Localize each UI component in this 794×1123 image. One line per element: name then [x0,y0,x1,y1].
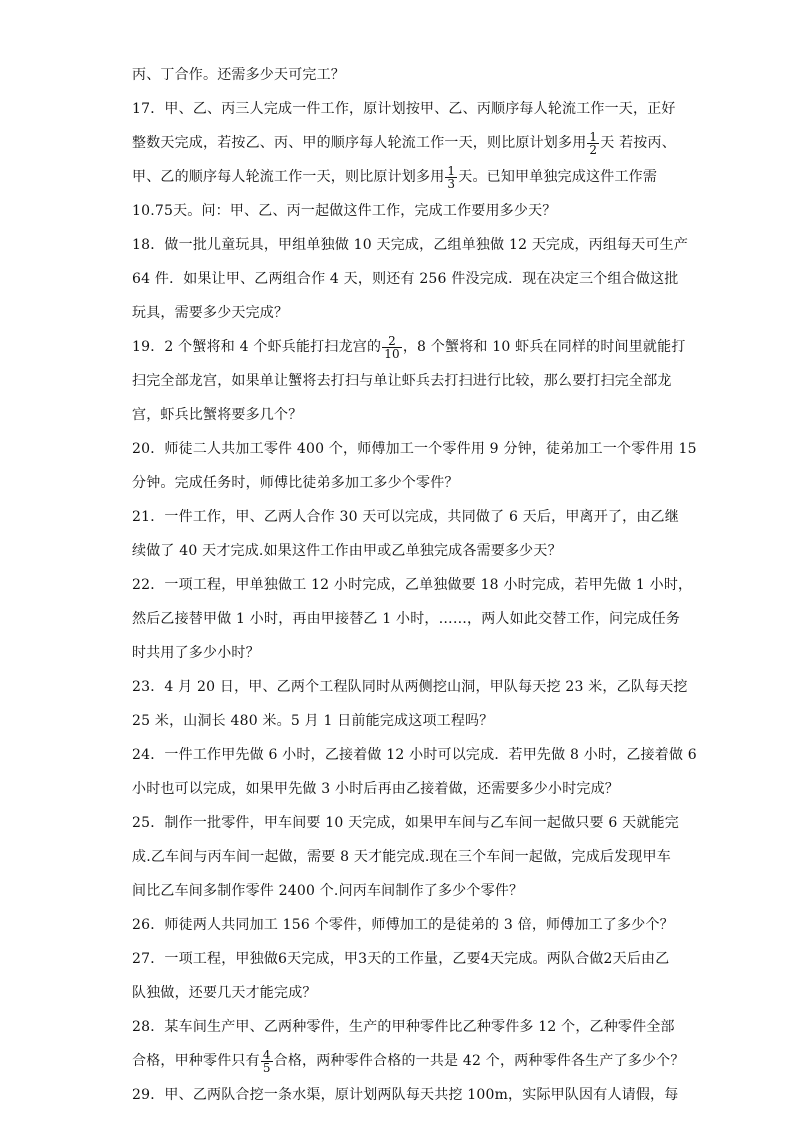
text-line [132,908,674,942]
text-line [132,636,662,670]
text-line [132,92,676,126]
text-segment: 21．一件工作，甲、乙两人合作 30 天可以完成，共同做了 6 天后，甲离开了，由乙继 [132,509,679,525]
text-line [132,194,662,228]
text-segment: 扫完全部龙宫，如果单让蟹将去打扫与单让虾兵去打扫进行比较，那么要打扫完全部龙 [132,373,672,389]
fraction [587,131,599,156]
fraction-numerator: 2 [388,333,396,348]
text-segment: 25．制作一批零件，甲车间要 10 天完成，如果甲车间与乙车间一起做只要 6 天就能完 [132,815,679,831]
text-line [132,1010,675,1044]
text-line [132,398,662,432]
text-line [132,500,679,534]
text-line [132,160,662,194]
text-segment: 19．2 个蟹将和 4 个虾兵能打扫龙宫的 [132,339,382,355]
text-segment: 26．师徒两人共同加工 156 个零件，师傅加工的是徒弟的 3 倍，师傅加工了多少个？ [132,917,674,933]
text-line [132,330,686,364]
text-segment: 间比乙车间多制作零件 2400 个.问丙车间制作了多少个零件？ [132,883,524,899]
text-segment: 甲、乙的顺序每人轮流工作一天，则比原计划多用 [132,169,445,185]
text-segment: 24．一件工作甲先做 6 小时，乙接着做 12 小时可以完成．若甲先做 8 小时，乙接着做 6 [132,747,697,763]
text-line [132,806,679,840]
text-line [132,466,662,500]
text-segment: 小时也可以完成，如果甲先做 3 小时后再由乙接着做，还需要多少小时完成？ [132,781,620,797]
fraction-denominator: 3 [447,176,456,191]
text-line [132,364,672,398]
text-segment: 17．甲、乙、丙三人完成一件工作，原计划按甲、乙、丙顺序每人轮流工作一天，正好 [132,101,676,117]
text-segment: 宫，虾兵比蟹将要多几个？ [132,407,303,423]
text-line [132,942,670,976]
text-line [132,738,697,772]
text-segment: 29．甲、乙两队合挖一条水渠，原计划两队每天共挖 100m，实际甲队因有人请假，每 [132,1087,679,1103]
fraction [261,1049,273,1074]
text-segment: 天。已知甲单独完成这件工作需 [458,169,658,185]
text-line [132,228,689,262]
text-line [132,568,693,602]
text-line [132,602,681,636]
text-segment: 队独做，还要几天才能完成？ [132,985,317,1001]
fraction-numerator: 1 [589,129,598,144]
text-segment: 合格，甲种零件只有 [132,1053,260,1069]
text-line [132,534,662,568]
text-segment: 时共用了多少小时？ [132,645,260,661]
text-segment: 成.乙车间与丙车间一起做，需要 8 天才能完成.现在三个车间一起做，完成后发现甲车 [132,849,671,865]
fraction [382,335,402,360]
fraction-denominator: 2 [589,142,598,157]
text-segment: 22．一项工程，甲单独做工 12 小时完成，乙单独做要 18 小时完成，若甲先做 1 小时， [132,577,693,593]
text-line [132,262,679,296]
text-segment: 玩具，需要多少天完成？ [132,305,289,321]
text-line [132,772,662,806]
text-line [132,1044,685,1078]
fraction-numerator: 1 [447,163,456,178]
text-line [132,58,662,92]
text-line [132,126,676,160]
text-line [132,1078,679,1112]
text-segment: 23．4 月 20 日，甲、乙两个工程队同时从两侧挖山洞，甲队每天挖 23 米，乙队每天挖 [132,679,688,695]
fraction-denominator: 5 [262,1060,271,1075]
text-segment: 20．师徒二人共加工零件 400 个，师傅加工一个零件用 9 分钟，徒弟加工一个零件用 15 [132,441,697,457]
text-segment: 10.75天。问：甲、乙、丙一起做这件工作，完成工作要用多少天？ [132,203,557,219]
text-segment: 然后乙接替甲做 1 小时，再由甲接替乙 1 小时，……，两人如此交替工作，问完成任务 [132,611,681,627]
text-line [132,432,697,466]
fraction [445,165,457,190]
text-line [132,296,662,330]
text-segment: 天 若按丙、 [600,135,676,151]
text-segment: 64 件．如果让甲、乙两组合作 4 天，则还有 256 件没完成．现在决定三个组合做这批 [132,271,679,287]
text-line [132,704,662,738]
text-segment: 28．某车间生产甲、乙两种零件，生产的甲种零件比乙种零件多 12 个，乙种零件全部 [132,1019,675,1035]
text-line [132,976,662,1010]
text-segment: 18．做一批儿童玩具，甲组单独做 10 天完成，乙组单独做 12 天完成，丙组每天可生产 [132,237,689,253]
text-body [132,58,697,1112]
text-segment: 25 米，山洞长 480 米。5 月 1 日前能完成这项工程吗？ [132,713,494,729]
text-line [132,840,671,874]
text-segment: 续做了 40 天才完成.如果这件工作由甲或乙单独完成各需要多少天？ [132,543,562,559]
text-segment: 整数天完成，若按乙、丙、甲的顺序每人轮流工作一天，则比原计划多用 [132,135,587,151]
fraction-numerator: 4 [262,1047,271,1062]
text-segment: 分钟。完成任务时，师傅比徒弟多加工多少个零件？ [132,475,459,491]
text-segment: 丙、丁合作。还需多少天可完工？ [132,67,345,83]
text-line [132,670,688,704]
text-line [132,874,662,908]
fraction-denominator: 10 [384,346,400,361]
text-segment: 27．一项工程，甲独做6天完成，甲3天的工作量，乙要4天完成。两队合做2天后由乙 [132,951,670,967]
text-segment: 合格，两种零件合格的一共是 42 个，两种零件各生产了多少个？ [273,1053,685,1069]
text-segment: ，8 个蟹将和 10 虾兵在同样的时间里就能打 [402,339,686,355]
